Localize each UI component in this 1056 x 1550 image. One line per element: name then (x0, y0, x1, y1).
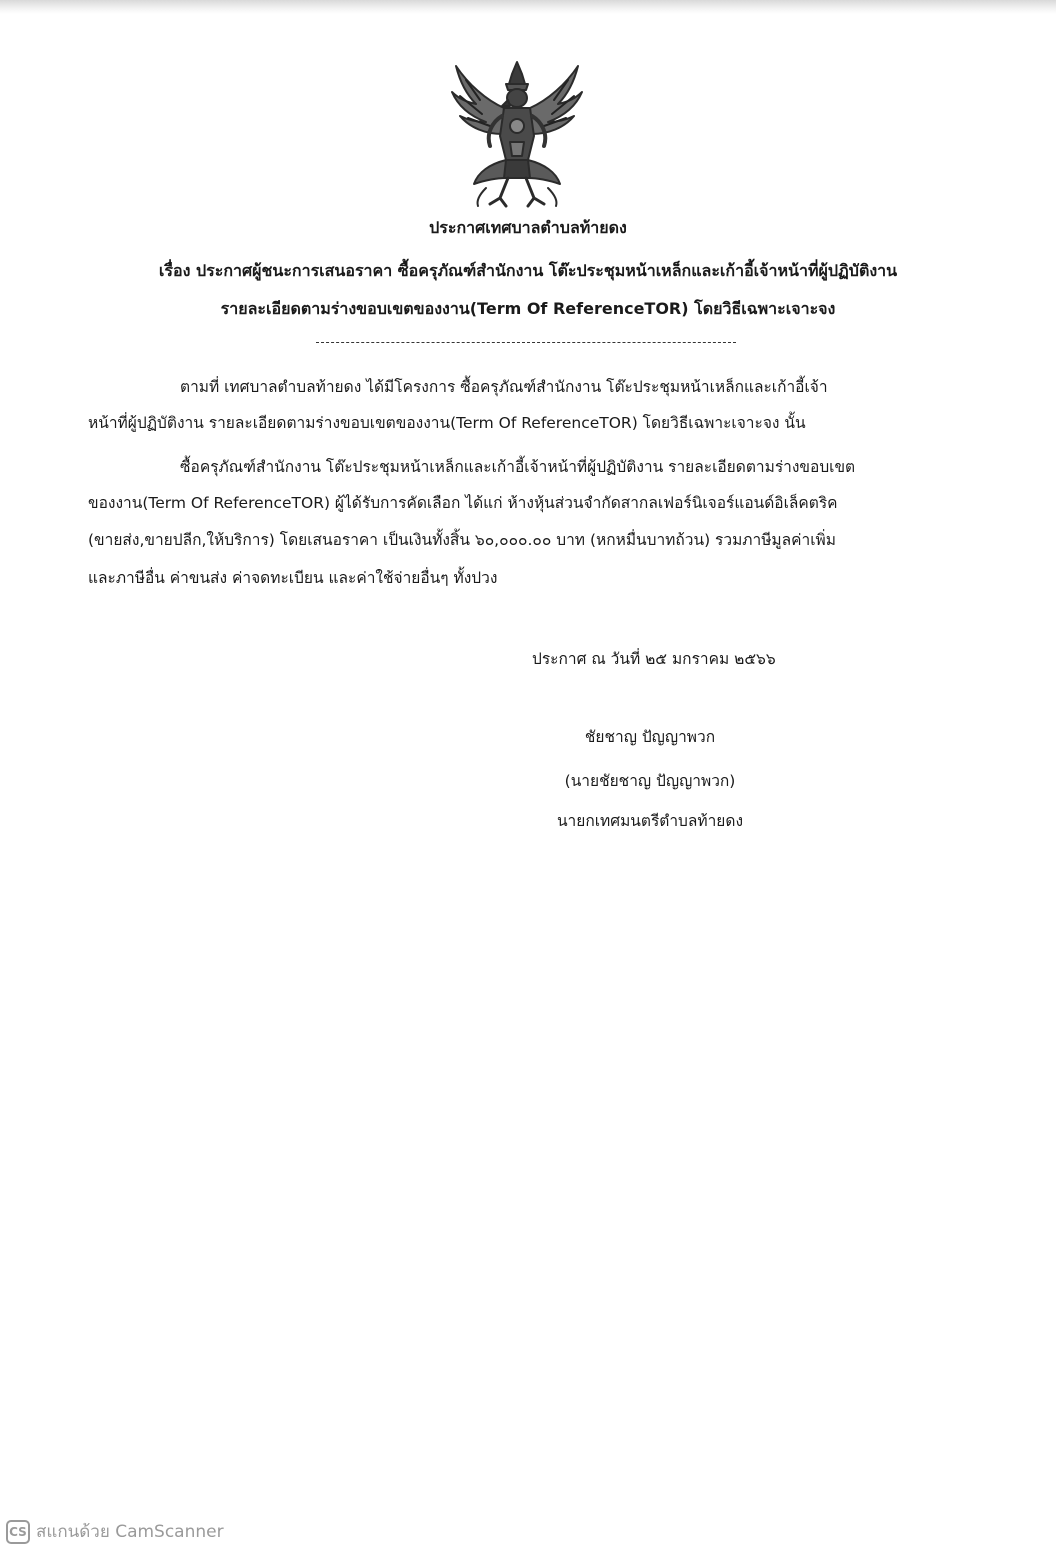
divider (316, 342, 736, 343)
body-line: และภาษีอื่น ค่าขนส่ง ค่าจดทะเบียน และค่าใช้จ่ายอื่นๆ ทั้งปวง (88, 569, 498, 587)
body-line: ของงาน(Term Of ReferenceTOR) ผู้ได้รับการคัดเลือก ได้แก่ ห้างหุ้นส่วนจำกัดสากลเฟอร์นิเจอร์แอนด์อิเล็คตริค (88, 494, 838, 512)
subject-line-2: รายละเอียดตามร่างขอบเขตของงาน(Term Of ReferenceTOR) โดยวิธีเฉพาะเจาะจง (220, 299, 836, 318)
garuda-emblem-icon (446, 60, 588, 210)
signer-title: นายกเทศมนตรีตำบลท้ายดง (556, 812, 744, 830)
watermark-text: สแกนด้วย CamScanner (36, 1522, 224, 1542)
announcement-date: ประกาศ ณ วันที่ ๒๕ มกราคม ๒๕๖๖ (532, 650, 776, 668)
body-line: (ขายส่ง,ขายปลีก,ให้บริการ) โดยเสนอราคา เป็นเงินทั้งสิ้น ๖๐,๐๐๐.๐๐ บาท (หกหมื่นบาทถ้วน) รวมภาษีมูลค่าเพิ่ม (88, 531, 836, 549)
camscanner-logo-icon: CS (6, 1520, 30, 1544)
signature: ชัยชาญ ปัญญาพวก (584, 728, 716, 746)
camscanner-watermark (6, 1518, 224, 1545)
body-line: ตามที่ เทศบาลตำบลท้ายดง ได้มีโครงการ ซื้อครุภัณฑ์สำนักงาน โต๊ะประชุมหน้าเหล็กและเก้าอี้เจ้า (180, 378, 828, 396)
body-line: ซื้อครุภัณฑ์สำนักงาน โต๊ะประชุมหน้าเหล็กและเก้าอี้เจ้าหน้าที่ผู้ปฏิบัติงาน รายละเอียดตามร่างขอบเขต (180, 458, 856, 476)
subject-line-1: เรื่อง ประกาศผู้ชนะการเสนอราคา ซื้อครุภัณฑ์สำนักงาน โต๊ะประชุมหน้าเหล็กและเก้าอี้เจ้าหน้าที่ผู้ปฏิบัติงาน (158, 261, 898, 280)
scan-top-edge (0, 0, 1056, 14)
signer-name: (นายชัยชาญ ปัญญาพวก) (564, 772, 736, 790)
body-line: หน้าที่ผู้ปฏิบัติงาน รายละเอียดตามร่างขอบเขตของงาน(Term Of ReferenceTOR) โดยวิธีเฉพาะเจาะจง นั้น (88, 414, 806, 432)
agency-heading: ประกาศเทศบาลตำบลท้ายดง (429, 218, 627, 237)
